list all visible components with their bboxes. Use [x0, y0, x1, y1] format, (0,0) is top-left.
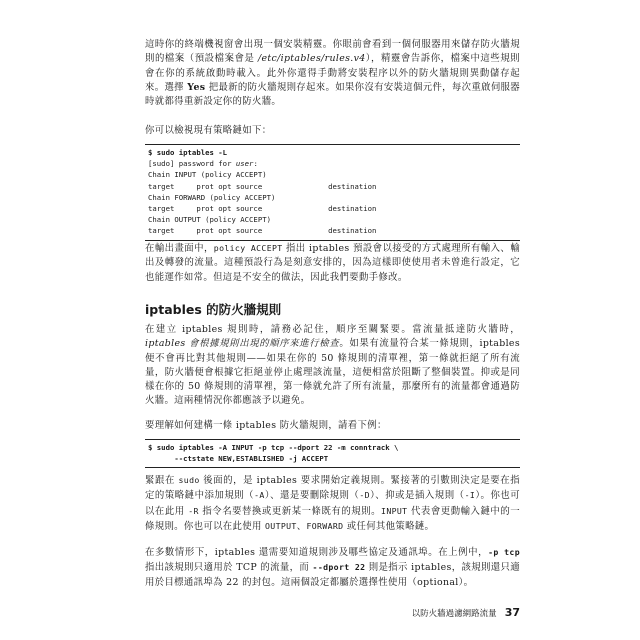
text-run: 這時你的終端機視窗會出現一個安裝精靈。你眼前會看到一個伺服器用來儲存防火牆規則的檔案（預設檔案會是	[145, 39, 520, 65]
inline-code: sudo	[178, 475, 200, 485]
code-line: target prot opt source destination	[148, 226, 377, 236]
inline-code: OUTPUT	[265, 520, 297, 531]
code-line: $ sudo iptables -A INPUT -p tcp --dport 22 -m conntrack \	[148, 443, 399, 452]
text-run: 、	[296, 520, 307, 532]
code-block-list-chains	[145, 144, 520, 241]
text-run: 在多數情形下，iptables 還需要知道規則涉及哪些協定及通訊埠。在上例中，	[145, 547, 489, 558]
paragraph-protocol-port	[145, 545, 520, 590]
code-line: target prot opt source destination	[148, 181, 377, 191]
code-line	[148, 158, 520, 169]
text-run: 則是指示 iptables，該規則還只適用於目標通訊埠為 22 的封包。這兩個設定都屬於選擇性使用（optional）。	[145, 562, 521, 588]
text-run: user	[235, 159, 254, 169]
emphasis-text: iptables 會根據規則出現的順序來進行檢查	[145, 338, 340, 350]
code-line: target prot opt source destination	[148, 203, 377, 213]
page-footer	[145, 601, 520, 620]
text-run: 把最新的防火牆規則存起來。如果你沒有安裝這個元件，每次重啟伺服器時就都得重新設定你的防火牆。	[145, 81, 520, 108]
text-run: 。如果有流量符合某一條規則，iptables 便不會再比對其他規則——如果在你的 50 條規則的清單裡，第一條就拒絕了所有流量，防火牆便會根據它拒絕並停止處理該流量，這便相當於阻斷了整個裝置。抑或是同樣在你的 50 條規則的清單裡，第一條就允許了所有流量，那麼所有的流量都會通過防火牆。這兩種情況你都應該予以避免。	[145, 338, 520, 407]
section-heading	[145, 300, 520, 318]
text-run: ）、還是要刪除規則（	[264, 490, 360, 502]
text-run: 指出該規則只適用於 TCP 的流量，而	[145, 562, 313, 574]
text-run: ）、抑或是插入規則（	[369, 490, 465, 502]
text-run: 指令名要替換或更新某一條既有的規則。	[198, 505, 382, 517]
text-run: 或任何其他策略鏈。	[343, 520, 435, 532]
paragraph-rule-order	[145, 323, 520, 409]
paragraph-rule-arguments	[145, 473, 520, 534]
inline-code: -A	[254, 490, 265, 501]
inline-code: INPUT	[381, 505, 408, 516]
text-run: 在輸出畫面中，	[145, 243, 214, 254]
text-run: ），精靈會告訴你，檔案中這些規則會在你的系統啟動時載入。此外你還得手動將安裝程序以外的防火牆規則異動儲存起來。選擇	[145, 53, 520, 93]
paragraph-installer	[145, 38, 520, 109]
text-run: 代表會更動輸入鏈中的一條規則。你也可以在此使用	[145, 505, 520, 532]
inline-code: -D	[359, 490, 370, 501]
paragraph-example-intro: 要理解如何建構一條 iptables 防火牆規則，請看下例：	[145, 420, 387, 431]
text-run: ）。你也可以在此用	[145, 490, 521, 517]
inline-code: policy ACCEPT	[213, 243, 283, 253]
code-line: Chain FORWARD (policy ACCEPT)	[148, 192, 276, 202]
text-run: 後面的，是 iptables 要求開始定義規則。緊接著的引數則決定是要在指定的策略鏈中添加規則（	[145, 475, 520, 502]
inline-code: --dport 22	[312, 562, 366, 573]
text-run: iptables	[145, 302, 202, 317]
yes-option: Yes	[187, 81, 206, 93]
inline-code: FORWARD	[306, 520, 344, 531]
code-block-rule-example	[145, 439, 520, 468]
text-run: 指出 iptables 預設會以接受的方式處理所有輸入、輸出及轉發的流量。這種預設行為是刻意安排的，因為這樣即使使用者未曾進行設定，它也能運作如常。但這是不安全的做法，因此我們要動手修改。	[145, 243, 520, 283]
text-run: 在建立 iptables 規則時，請務必記住，順序至關緊要。當流量抵達防火牆時，	[145, 324, 520, 335]
paragraph-policy-accept	[145, 241, 520, 285]
code-line: --ctstate NEW,ESTABLISHED -j ACCEPT	[148, 454, 329, 464]
text-run: 的防火牆規則	[201, 302, 282, 317]
running-title: 以防火牆過濾網路流量	[411, 609, 497, 619]
page-number: 37	[504, 606, 520, 619]
code-line: Chain OUTPUT (policy ACCEPT)	[148, 215, 272, 225]
text-run: :	[253, 159, 258, 169]
rules-file-path: /etc/iptables/rules.v4	[257, 53, 366, 65]
text-run: [sudo] password for	[148, 159, 236, 169]
inline-code: -p tcp	[488, 547, 520, 557]
code-line: Chain INPUT (policy ACCEPT)	[148, 170, 267, 180]
inline-code: -I	[464, 490, 476, 501]
inline-code: -R	[188, 505, 199, 516]
paragraph-view-chains: 你可以檢視現有策略鏈如下：	[145, 125, 272, 136]
code-line: $ sudo iptables -L	[148, 148, 228, 157]
text-run: 緊跟在	[145, 475, 179, 486]
